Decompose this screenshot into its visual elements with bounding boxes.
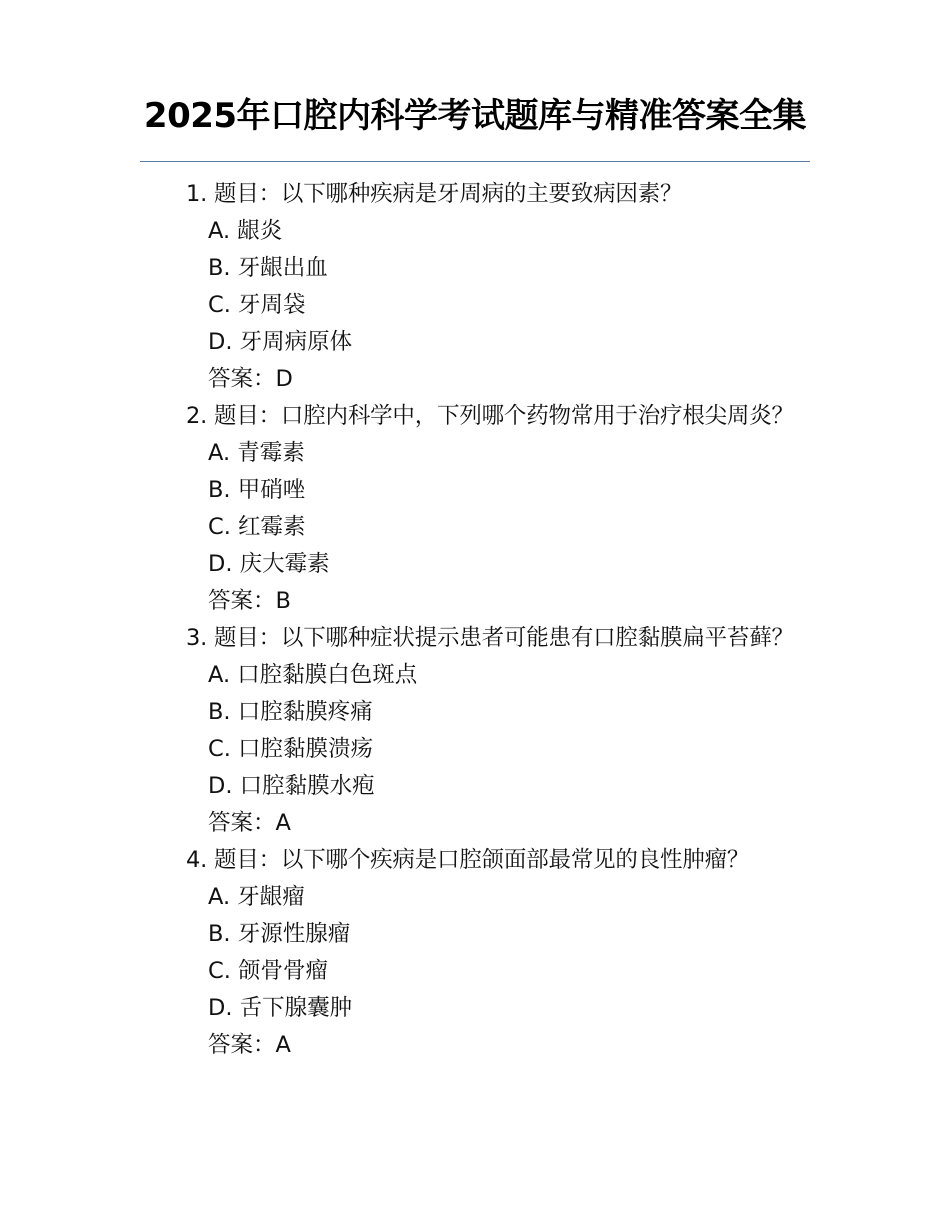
answer: 答案：B <box>208 588 291 614</box>
answer: 答案：D <box>208 366 293 392</box>
option-a: A. 龈炎 <box>208 218 283 244</box>
answer: 答案：A <box>208 810 291 836</box>
question-block-3 <box>140 620 810 842</box>
question-text: 1. 题目：以下哪种疾病是牙周病的主要致病因素？ <box>186 181 683 207</box>
question-text: 4. 题目：以下哪个疾病是口腔颌面部最常见的良性肿瘤？ <box>186 847 750 873</box>
option-c: C. 红霉素 <box>208 514 306 540</box>
option-c: C. 牙周袋 <box>208 292 306 318</box>
option-d: D. 庆大霉素 <box>208 551 330 577</box>
title-underline <box>140 161 810 162</box>
option-a: A. 青霉素 <box>208 440 305 466</box>
option-d: D. 牙周病原体 <box>208 329 353 355</box>
question-text: 2. 题目：口腔内科学中，下列哪个药物常用于治疗根尖周炎？ <box>186 403 794 429</box>
option-a: A. 口腔黏膜白色斑点 <box>208 662 418 688</box>
option-b: B. 牙龈出血 <box>208 255 328 281</box>
question-block-4 <box>140 842 810 1064</box>
option-c: C. 口腔黏膜溃疡 <box>208 736 374 762</box>
option-b: B. 甲硝唑 <box>208 477 306 503</box>
answer: 答案：A <box>208 1032 291 1058</box>
option-d: D. 口腔黏膜水疱 <box>208 773 375 799</box>
option-d: D. 舌下腺囊肿 <box>208 995 353 1021</box>
option-a: A. 牙龈瘤 <box>208 884 305 910</box>
question-list <box>140 176 810 1064</box>
option-b: B. 牙源性腺瘤 <box>208 921 351 947</box>
question-text: 3. 题目：以下哪种症状提示患者可能患有口腔黏膜扁平苔藓？ <box>186 625 794 651</box>
option-b: B. 口腔黏膜疼痛 <box>208 699 373 725</box>
document-title: 2025年口腔内科学考试题库与精准答案全集 <box>143 96 807 136</box>
option-c: C. 颌骨骨瘤 <box>208 958 329 984</box>
question-block-1 <box>140 176 810 398</box>
question-block-2 <box>140 398 810 620</box>
